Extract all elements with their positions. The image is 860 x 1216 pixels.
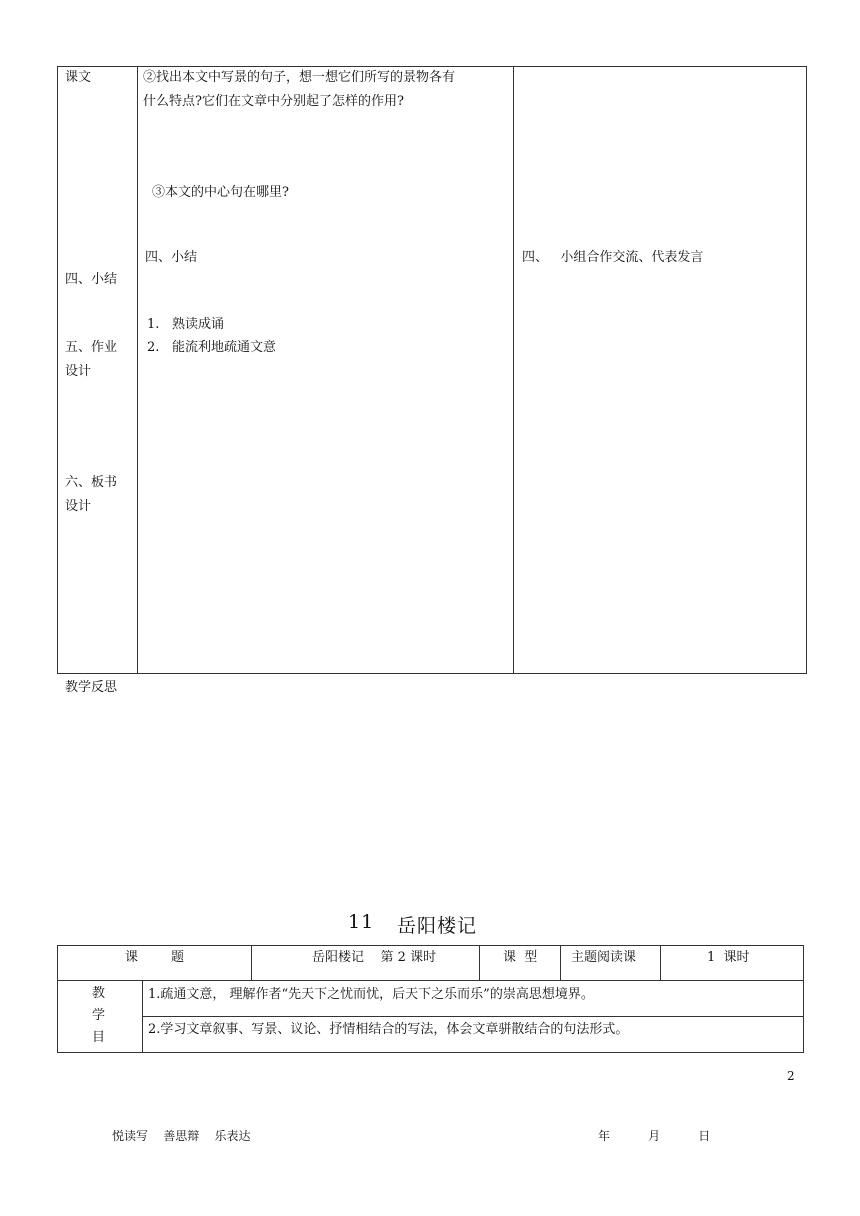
label-zuoye-line1: 五、作业 <box>65 340 118 355</box>
objectives-label-2: 学 <box>92 1008 106 1023</box>
lesson-name: 岳阳楼记 <box>397 915 478 937</box>
question-3: ③本文的中心句在哪里? <box>152 185 289 200</box>
homework-2-number: 2. <box>147 340 160 355</box>
student-activity: 四、 小组合作交流、代表发言 <box>522 250 704 265</box>
homework-1-number: 1. <box>147 317 160 332</box>
page-number: 2 <box>787 1069 795 1083</box>
label-banshu-line1: 六、板书 <box>65 475 118 490</box>
label-zuoye-line2: 设计 <box>65 364 92 379</box>
objectives-label-1: 教 <box>92 986 106 1001</box>
homework-2: 能流利地疏通文意 <box>172 340 277 355</box>
question-2-line2: 什么特点?它们在文章中分别起了怎样的作用? <box>143 94 404 109</box>
footer-date: 年 月 日 <box>598 1129 711 1143</box>
keti-label: 课 题 <box>125 950 185 965</box>
label-xiaojie: 四、小结 <box>65 272 118 287</box>
label-banshu-line2: 设计 <box>65 499 92 514</box>
objective-1: 1.疏通文意， 理解作者“先天下之忧而忧，后天下之乐而乐”的崇高思想境界。 <box>148 987 594 1002</box>
keti-value: 岳阳楼记 第 2 课时 <box>312 950 437 965</box>
question-2-line1: ②找出本文中写景的句子，想一想它们所写的景物各有 <box>143 70 456 85</box>
objectives-label-3: 目 <box>92 1030 106 1045</box>
teaching-reflection-label: 教学反思 <box>65 680 118 695</box>
kexing-label: 课 型 <box>503 950 538 965</box>
kexing-value: 主题阅读课 <box>571 950 637 965</box>
class-hours: 1 课时 <box>707 950 750 965</box>
summary-heading: 四、小结 <box>145 250 198 265</box>
objective-2: 2.学习文章叙事、写景、议论、抒情相结合的写法，体会文章骈散结合的句法形式。 <box>148 1022 629 1037</box>
footer-motto: 悦读写 善思辩 乐表达 <box>112 1129 251 1143</box>
lesson-number: 11 <box>348 911 375 933</box>
homework-1: 熟读成诵 <box>172 317 225 332</box>
label-kewen: 课文 <box>65 70 92 85</box>
